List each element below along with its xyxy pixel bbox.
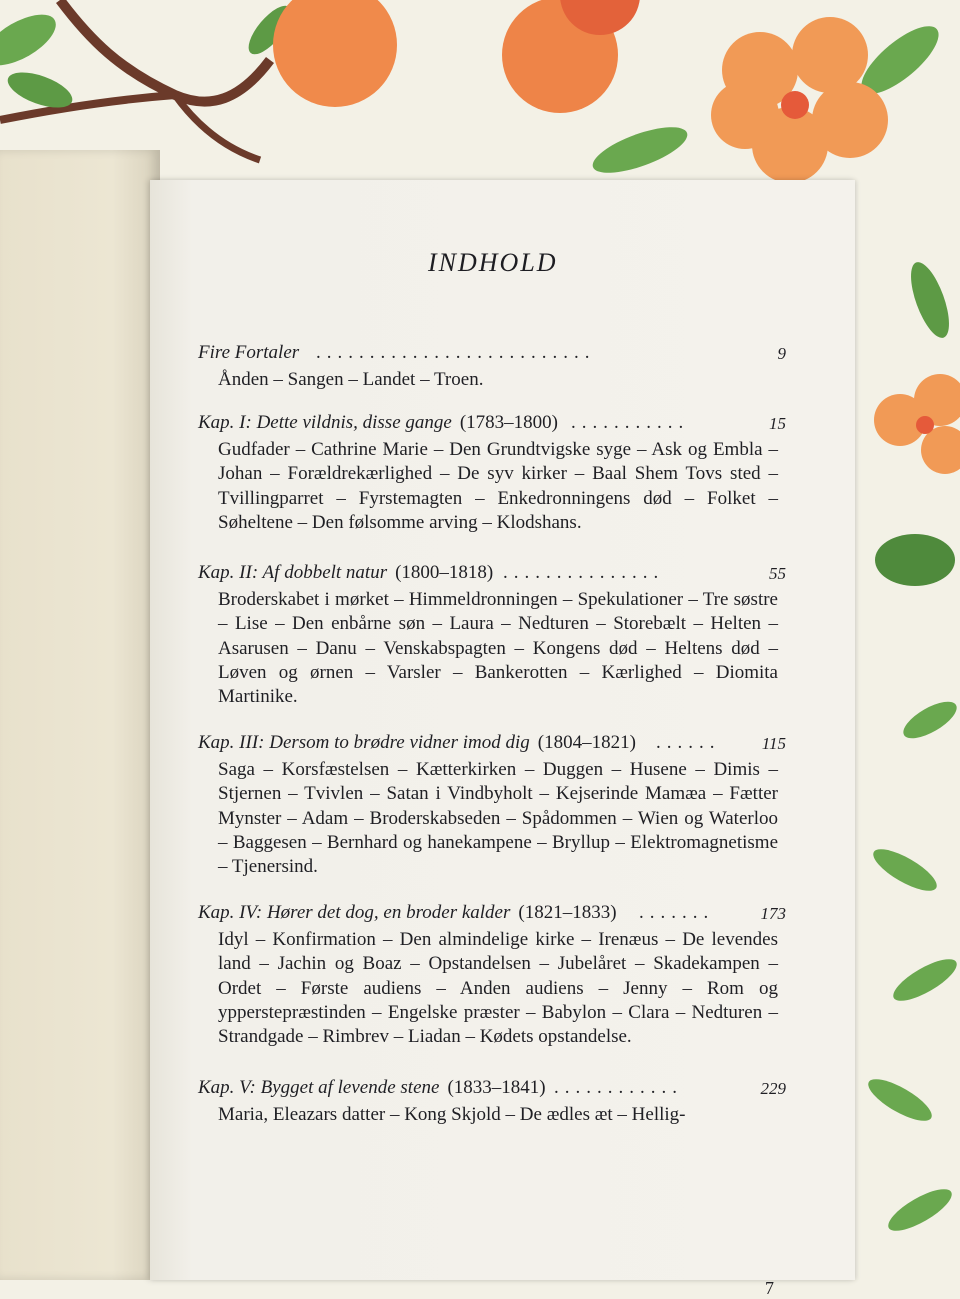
chapter-years: (1804–1821) [537,732,636,753]
chapter-years: (1783–1800) [459,412,558,433]
toc-entry [198,342,786,392]
chapter-title: Kap. IV: Hører det dog, en broder kalder [198,902,511,923]
chapter-title: Kap. V: Bygget af levende stene [198,1077,440,1098]
chapter-contents: Maria, Eleazars datter – Kong Skjold – De ædles æt – Hellig- [218,1104,686,1125]
left-page [0,150,160,1280]
toc-entry [198,732,786,879]
toc-entry-title [198,342,786,368]
toc-entry-title [198,412,786,438]
leader-dots: ............... [503,562,665,583]
leader-dots: .......................... [316,342,596,363]
toc-entry-title [198,1077,786,1103]
toc-entry [198,412,786,535]
toc-entry-title [198,562,786,588]
toc-entry-title [198,902,786,928]
toc-entry-title [198,732,786,758]
leader-dots: ....... [639,902,715,923]
leader-dots: ............ [554,1077,683,1098]
book-page [150,180,855,1298]
chapter-years: (1833–1841) [447,1077,546,1098]
chapter-title: Kap. I: Dette vildnis, disse gange [198,412,452,433]
chapter-title: Fire Fortaler [198,342,300,363]
chapter-contents: Saga – Korsfæstelsen – Kætterkirken – Duggen – Husene – Dimis – Stjernen – Tvivlen – Satan i Vindbyholt – Kejserinde Mamæa – Fætter Mynster – Adam – Broderskabseden – Spådommen – Wien og Waterloo – Baggesen – Bernhard og hanekampene – Bryllup – Elektromagnetisme – Tjenersind. [218,759,778,878]
chapter-contents: Gudfader – Cathrine Marie – Den Grundtvigske syge – Ask og Embla – Johan – Forældrekærlighed – De syv kirker – Baal Shem Tovs sted – Tvillingparret – Fyrstemagten – Enkedronningens død – Folket – Søheltene – Den følsomme arving – Klodshans. [218,439,778,533]
page-title: INDHOLD [428,248,558,277]
chapter-years: (1800–1818) [395,562,494,583]
toc-entry [198,562,786,709]
page-number: 7 [765,1278,774,1298]
chapter-page-number: 229 [760,1079,786,1098]
chapter-title: Kap. II: Af dobbelt natur [198,562,388,583]
chapter-page-number: 9 [777,344,786,363]
toc-entry [198,902,786,1049]
chapter-page-number: 15 [769,414,786,433]
chapter-page-number: 115 [761,734,786,753]
leader-dots: ...... [656,732,721,753]
chapter-years: (1821–1833) [518,902,617,923]
chapter-page-number: 173 [760,904,786,923]
toc-entry [198,1077,786,1127]
chapter-contents: Broderskabet i mørket – Himmeldronningen – Spekulationer – Tre søstre – Lise – Den enbårne søn – Laura – Nedturen – Storebælt – Helten – Asarusen – Danu – Venskabspagten – Kongens død – Heltens død – Løven og ørnen – Varsler – Bankerotten – Kærlighed – Diomita Martinike. [218,589,778,708]
leader-dots: ........... [571,412,690,433]
chapter-contents: Ånden – Sangen – Landet – Troen. [218,369,484,390]
chapter-title: Kap. III: Dersom to brødre vidner imod dig [198,732,530,753]
chapter-contents: Idyl – Konfirmation – Den almindelige kirke – Irenæus – De levendes land – Jachin og Boaz – Opstandelsen – Jubelåret – Skadekampen – Ordet – Første audiens – Anden audiens – Jenny – Rom og ypperstepræstinden – Engelske præster – Babylon – Clara – Nedturen – Strandgade – Rimbrev – Liadan – Kødets opstandelse. [218,929,778,1048]
chapter-page-number: 55 [769,564,786,583]
